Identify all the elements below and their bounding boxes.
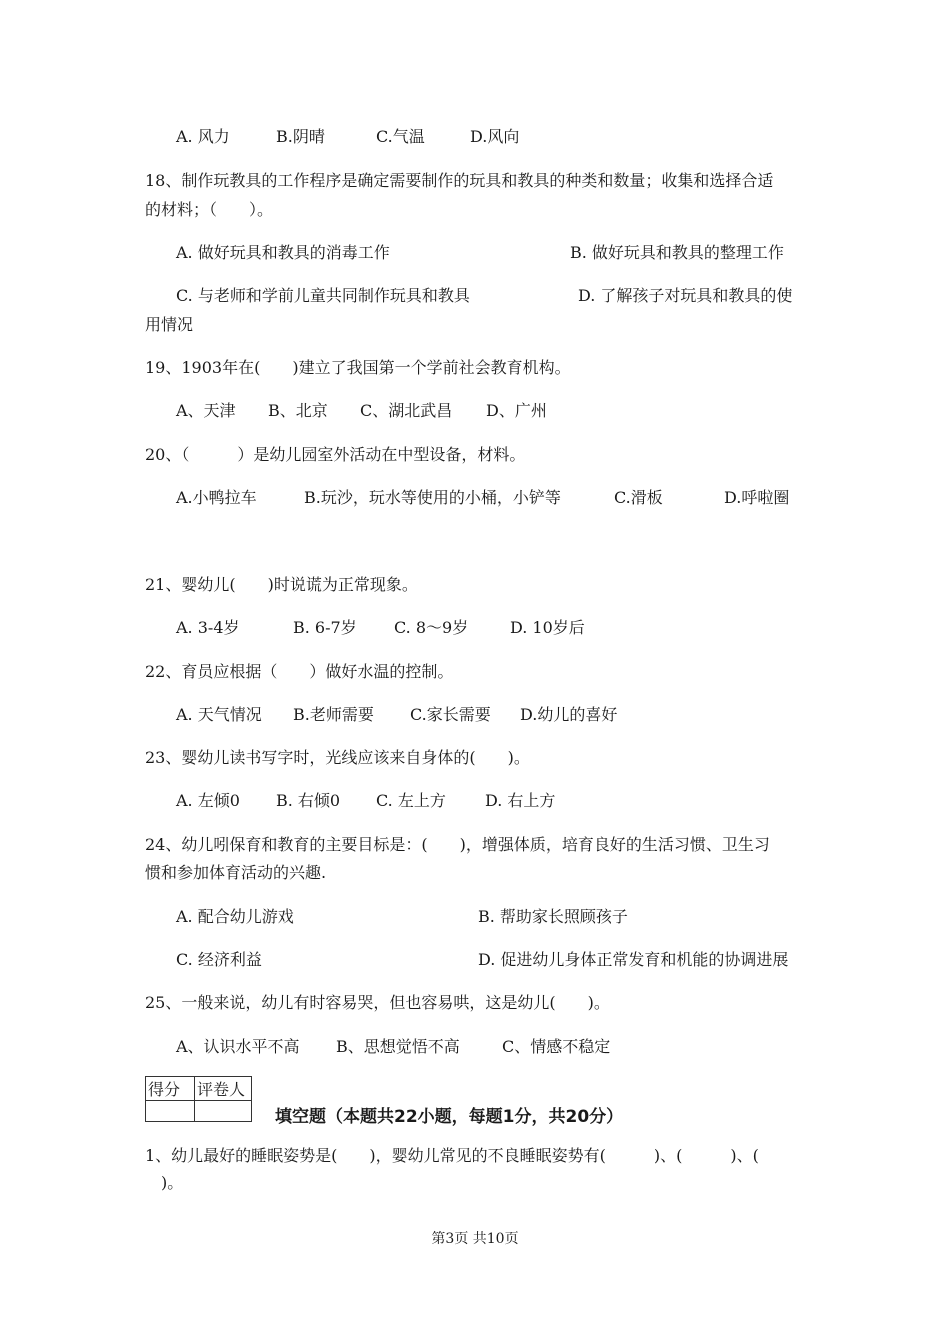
- q18-text-line1: 18、制作玩教具的工作程序是确定需要制作的玩具和教具的种类和数量；收集和选择合适: [145, 171, 774, 190]
- q20-option-b: B.玩沙，玩水等使用的小桶，小铲等: [304, 488, 561, 507]
- q18-option-a: A. 做好玩具和教具的消毒工作: [176, 243, 390, 262]
- score-label: 得分: [146, 1077, 195, 1101]
- q24-option-d: D. 促进幼儿身体正常发育和机能的协调进展: [478, 950, 789, 969]
- q21-text: 21、婴幼儿( )时说谎为正常现象。: [145, 575, 418, 594]
- q20-text: 20、（ ）是幼儿园室外活动在中型设备，材料。: [145, 445, 526, 464]
- q20-option-a: A.小鸭拉车: [176, 488, 257, 507]
- q17-option-c: C.气温: [376, 127, 425, 146]
- q25-text: 25、一般来说，幼儿有时容易哭，但也容易哄，这是幼儿( )。: [145, 993, 610, 1012]
- q18-option-c: C. 与老师和学前儿童共同制作玩具和教具: [176, 286, 470, 305]
- grader-cell: [195, 1101, 252, 1122]
- q23-option-b: B. 右倾0: [276, 791, 341, 810]
- q24-text-line2: 惯和参加体育活动的兴趣.: [145, 863, 327, 882]
- q17-option-b: B.阴晴: [276, 127, 325, 146]
- q22-option-c: C.家长需要: [410, 705, 491, 724]
- score-cell: [146, 1101, 195, 1122]
- q22-text: 22、育员应根据（ ）做好水温的控制。: [145, 662, 454, 681]
- q23-option-a: A. 左倾0: [176, 791, 240, 810]
- q19-option-a: A、天津: [176, 401, 236, 420]
- page-footer: 第3页 共10页: [431, 1231, 519, 1247]
- q18-option-b: B. 做好玩具和教具的整理工作: [570, 243, 784, 262]
- q21-option-b: B. 6-7岁: [293, 618, 357, 637]
- q22-option-a: A. 天气情况: [176, 705, 262, 724]
- q25-option-b: B、思想觉悟不高: [336, 1037, 460, 1056]
- q24-option-c: C. 经济利益: [176, 950, 262, 969]
- score-table: [145, 1076, 252, 1122]
- q21-option-c: C. 8～9岁: [394, 618, 469, 637]
- q17-option-d: D.风向: [470, 127, 520, 146]
- q25-option-a: A、认识水平不高: [176, 1037, 300, 1056]
- q19-option-c: C、湖北武昌: [360, 401, 453, 420]
- q24-option-a: A. 配合幼儿游戏: [176, 907, 294, 926]
- q21-option-d: D. 10岁后: [510, 618, 585, 637]
- grader-label: 评卷人: [195, 1077, 252, 1101]
- q19-option-d: D、广州: [486, 401, 547, 420]
- section-title: 填空题（本题共22小题，每题1分，共20分）: [275, 1107, 624, 1127]
- q18-option-d: D. 了解孩子对玩具和教具的使: [578, 286, 793, 305]
- q22-option-b: B.老师需要: [293, 705, 374, 724]
- fill-q1-line2: )。: [145, 1173, 184, 1192]
- q25-option-c: C、情感不稳定: [502, 1037, 611, 1056]
- q19-text: 19、1903年在( )建立了我国第一个学前社会教育机构。: [145, 358, 571, 377]
- fill-q1-line1: 1、幼儿最好的睡眠姿势是( )，婴幼儿常见的不良睡眠姿势有( )、( )、(: [145, 1146, 759, 1165]
- q18-text-line2: 的材料；（ ）。: [145, 200, 274, 219]
- q24-text-line1: 24、幼儿吲保育和教育的主要目标是：( )，增强体质，培育良好的生活习惯、卫生习: [145, 835, 770, 854]
- q22-option-d: D.幼儿的喜好: [520, 705, 618, 724]
- q21-option-a: A. 3-4岁: [176, 618, 240, 637]
- q19-option-b: B、北京: [268, 401, 328, 420]
- q24-option-b: B. 帮助家长照顾孩子: [478, 907, 628, 926]
- q23-text: 23、婴幼儿读书写字时，光线应该来自身体的( )。: [145, 748, 530, 767]
- q23-option-c: C. 左上方: [376, 791, 446, 810]
- q20-option-c: C.滑板: [614, 488, 663, 507]
- q18-option-d-cont: 用情况: [145, 315, 194, 334]
- q23-option-d: D. 右上方: [485, 791, 556, 810]
- q17-option-a: A. 风力: [176, 127, 230, 146]
- q20-option-d: D.呼啦圈: [724, 488, 790, 507]
